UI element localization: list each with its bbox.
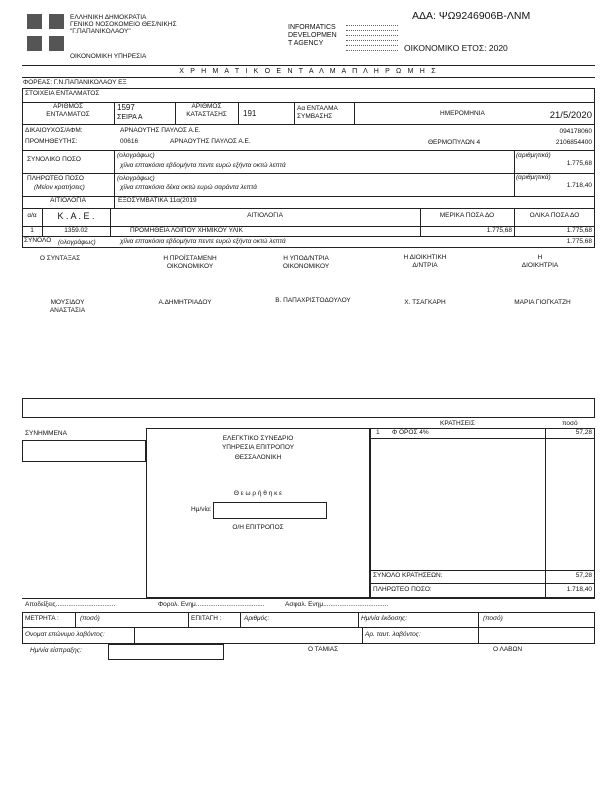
audit-approved: Θ ε ω ρ ή θ η κ ε: [233, 490, 283, 497]
title-rule-bottom: [22, 77, 595, 78]
audit-line-1: ΕΛΕΓΚΤΙΚΟ ΣΥΝΕΔΡΙΟ: [222, 435, 294, 442]
table-cell-total: 1.775,68: [566, 227, 592, 234]
signer-name-3: Β. ΠΑΠΑΧΡΙΣΤΟΔΟΥΛΟΥ: [275, 297, 351, 304]
org-name-line-1: ΕΛΛΗΝΙΚΗ ΔΗΜΟΚΡΑΤΙΑ: [70, 14, 147, 21]
attachments-box: [22, 440, 146, 462]
total-deductions: 57,28: [575, 572, 592, 579]
reason-value: ΕΞΟΣΥΜΒΑΤΙΚΑ 11α(2019: [118, 197, 197, 204]
insurance-clearance-line: Ασφαλ. Ενημ....................................: [285, 601, 389, 608]
cheque-label: ΕΠΙΤΑΓΗ :: [191, 615, 222, 622]
supplier-name: ΑΡΝΑΟΥΤΗΣ ΠΑΥΛΟΣ Α.Ε.: [170, 138, 251, 145]
title-rule-top: [22, 65, 595, 66]
table-header-aa: α/α: [27, 212, 37, 219]
table-header-reason: ΑΙΤΙΟΛΟΓΙΑ: [247, 212, 283, 219]
total-label: ΣΥΝΟΛΙΚΟ ΠΟΣΟ: [27, 156, 81, 163]
audit-line-2: ΥΠΗΡΕΣΙΑ ΕΠΙΤΡΟΠΟΥ: [221, 444, 295, 451]
payable-label: ΠΛΗΡΩΤΕΟ ΠΟΣΟ: [27, 175, 84, 182]
cash-label: ΜΕΤΡΗΤΑ :: [25, 615, 59, 622]
deduction-name: Φ ΟΡΟΣ 4%: [392, 429, 429, 436]
symvasi-label-1: Αα ΕΝΤΑΛΜΑ: [297, 105, 338, 112]
org-name-line-3: "Γ.ΠΑΠΑΝΙΚΟΛΑΟΥ": [70, 28, 131, 35]
katastasi-label-2: ΚΑΤΑΣΤΑΣΗΣ: [186, 111, 227, 118]
role-deputy-director-2: ΟΙΚΟΝΟΜΙΚΟΥ: [282, 263, 330, 270]
receiver-id-label: Αρ. ταυτ. λαβόντος:: [365, 631, 421, 638]
audit-date-field[interactable]: [213, 502, 327, 519]
supplier-phone: 2106854400: [555, 139, 592, 146]
audit-commissioner: Ο/Η ΕΠΙΤΡΟΠΟΣ: [232, 524, 284, 531]
payable-words: χίλια επτακόσια δέκα οκτώ ευρώ σαράντα λεπτά: [120, 184, 257, 191]
payable-note: (Μείον κρατήσεις): [34, 184, 85, 191]
signer-name-1a: ΜΟΥΣΙΔΟΥ: [50, 299, 85, 306]
deduction-amount: 57,28: [575, 429, 592, 436]
ada-code: ΑΔΑ: ΨΩ9246906Β-ΛΝΜ: [412, 10, 531, 22]
fiscal-year: ΟΙΚΟΝΟΜΙΚΟ ΕΤΟΣ: 2020: [404, 43, 508, 53]
receiver-label: Ο ΛΑΒΩΝ: [493, 646, 523, 653]
audit-date-label: Ημ/νία:: [191, 506, 212, 513]
sum-words: χίλια επτακόσια εβδομήντα πεντε ευρώ εξήντα οκτώ λεπτά: [120, 238, 286, 245]
table-cell-partial: 1.775,68: [486, 227, 512, 234]
role-admin-director-1: Η ΔΙΟΙΚΗΤΙΚΗ: [403, 254, 447, 261]
total-words-hint: (ολογράφως): [117, 152, 155, 159]
table-cell-reason: ΠΡΟΜΗΘΕΙΑ ΛΟΙΠΟΥ ΧΗΜΙΚΟΥ ΥΛΙΚ: [130, 227, 243, 234]
entalma-series: ΣΕΙΡΑ Α: [117, 114, 143, 121]
attachments-label: ΣΥΝΗΜΜΕΝΑ: [25, 430, 67, 437]
sum-label: ΣΥΝΟΛΟ: [24, 237, 52, 244]
deductions-amount-label: ποσό: [562, 420, 578, 427]
signer-name-2: Α.ΔΗΜΗΤΡΙΑΔΟΥ: [158, 299, 212, 306]
total-deductions-label: ΣΥΝΟΛΟ ΚΡΑΤΗΣΕΩΝ:: [373, 572, 443, 579]
signer-name-5: ΜΑΡΙΑ ΓΙΟΓΚΑΤΖΗ: [514, 299, 571, 306]
role-financial-head-2: ΟΙΚΟΝΟΜΙΚΟΥ: [166, 263, 214, 270]
empty-banner-box: [22, 398, 595, 418]
sum-amount: 1.775,68: [566, 238, 592, 245]
role-governor-1: Η: [537, 254, 543, 261]
beneficiary-afm: 094178060: [559, 128, 592, 135]
receiver-name-label: Ονοματ επώνυμο λαβόντος:: [25, 631, 105, 638]
role-financial-head-1: Η ΠΡΟΪΣΤΑΜΕΝΗ: [163, 255, 217, 262]
entalma-no-value: 1597: [117, 103, 135, 112]
org-name-line-2: ΓΕΝΙΚΟ ΝΟΣΟΚΟΜΕΙΟ ΘΕΣ/ΝΙΚΗΣ: [70, 21, 177, 28]
vendor-line-2: DEVELOPMEN: [288, 32, 337, 39]
collection-date-label: Ημ/νία είσπραξης:: [30, 647, 82, 654]
symvasi-label-2: ΣΥΜΒΑΣΗΣ: [297, 113, 333, 120]
supplier-address: ΘΕΡΜΟΠΥΛΩΝ 4: [428, 139, 481, 146]
role-governor-2: ΔΙΟΙΚΗΤΡΙΑ: [521, 262, 559, 269]
cheque-amount: (ποσό): [483, 615, 503, 622]
date-label: ΗΜΕΡΟΜΗΝΙΑ: [440, 110, 485, 117]
greek-cross-icon: [27, 14, 64, 51]
deductions-label: ΚΡΑΤΗΣΕΙΣ: [440, 420, 475, 427]
cash-amount: (ποσό): [80, 615, 100, 622]
section-title: ΣΤΟΙΧΕΙΑ ΕΝΤΑΛΜΑΤΟΣ: [25, 90, 100, 97]
entalma-no-label-2: ΕΝΤΑΛΜΑΤΟΣ: [46, 111, 90, 118]
date-value: 21/5/2020: [549, 110, 592, 121]
payable-numbers-hint: (αριθμητικά): [516, 174, 551, 181]
document-title: Χ Ρ Η Μ Α Τ Ι Κ Ο Ε Ν Τ Α Λ Μ Α Π Λ Η Ρ Ω Μ Η Σ: [179, 68, 438, 75]
role-admin-director-2: Δ/ΝΤΡΙΑ: [412, 262, 438, 269]
signer-name-4: Χ. ΤΣΑΓΚΑΡΗ: [404, 299, 446, 306]
table-cell-kae: 1359.02: [64, 227, 88, 234]
final-payable: 1.718,40: [566, 586, 592, 593]
audit-line-3: ΘΕΣΣΑΛΟΝΙΚΗ: [234, 454, 282, 461]
total-numbers-hint: (αριθμητικά): [516, 152, 551, 159]
table-header-total: ΟΛΙΚΑ ΠΟΣΑ ΔΟ: [529, 212, 580, 219]
cheque-issue-date: Ημ/νία έκδοσης:: [361, 615, 408, 622]
entalma-no-label-1: ΑΡΙΘΜΟΣ: [52, 103, 84, 110]
tax-clearance-line: Φορολ. Ενημ......................................: [158, 601, 265, 608]
total-words: χίλια επτακόσια εβδομήντα πεντε ευρώ εξήντα οκτώ λεπτά: [120, 162, 286, 169]
beneficiary-label: ΔΙΚΑΙΟΥΧΟΣ/ΑΦΜ:: [25, 127, 83, 134]
vendor-fine-print: [346, 22, 398, 56]
republic-emblem: [27, 14, 64, 51]
service-name: ΟΙΚΟΝΟΜΙΚΗ ΥΠΗΡΕΣΙΑ: [70, 53, 147, 60]
receipts-line: Αποδείξεις.................................: [25, 601, 116, 608]
cashier-label: Ο ΤΑΜΙΑΣ: [308, 646, 339, 653]
deduction-no: 1: [376, 429, 380, 436]
vendor-line-1: INFORMATICS: [288, 24, 336, 31]
supplier-code: 00616: [120, 138, 139, 145]
katastasi-label-1: ΑΡΙΘΜΟΣ: [191, 103, 222, 110]
payable-words-hint: (ολογράφως): [117, 175, 155, 182]
sum-words-hint: (ολογράφως): [58, 239, 96, 246]
collection-date-field[interactable]: [108, 644, 224, 660]
role-composer: Ο ΣΥΝΤΑΞΑΣ: [39, 255, 81, 262]
beneficiary-name: ΑΡΝΑΟΥΤΗΣ ΠΑΥΛΟΣ Α.Ε.: [120, 127, 201, 134]
total-amount: 1.775,68: [566, 160, 592, 167]
foreas-label: ΦΟΡΕΑΣ: Γ.Ν.ΠΑΠΑΝΙΚΟΛΑΟΥ ΕΞ: [23, 79, 127, 86]
cheque-number: Αριθμός:: [244, 615, 270, 622]
katastasi-value: 191: [243, 109, 257, 118]
signer-name-1b: ΑΝΑΣΤΑΣΙΑ: [49, 307, 86, 314]
supplier-label: ΠΡΟΜΗΘΕΥΤΗΣ:: [25, 138, 78, 145]
table-header-partial: ΜΕΡΙΚΑ ΠΟΣΑ ΔΟ: [439, 212, 495, 219]
table-header-kae: Κ . Α . Ε .: [57, 211, 95, 221]
role-deputy-director-1: Η ΥΠΟΔ/ΝΤΡΙΑ: [283, 255, 329, 262]
table-cell-aa: 1: [30, 227, 34, 234]
payable-amount: 1.718,40: [566, 182, 592, 189]
final-payable-label: ΠΛΗΡΩΤΕΟ ΠΟΣΟ:: [373, 586, 432, 593]
vendor-line-3: T AGENCY: [288, 40, 324, 47]
payment-details-box: [22, 612, 595, 644]
reason-label: ΑΙΤΙΟΛΟΓΙΑ: [50, 197, 86, 204]
